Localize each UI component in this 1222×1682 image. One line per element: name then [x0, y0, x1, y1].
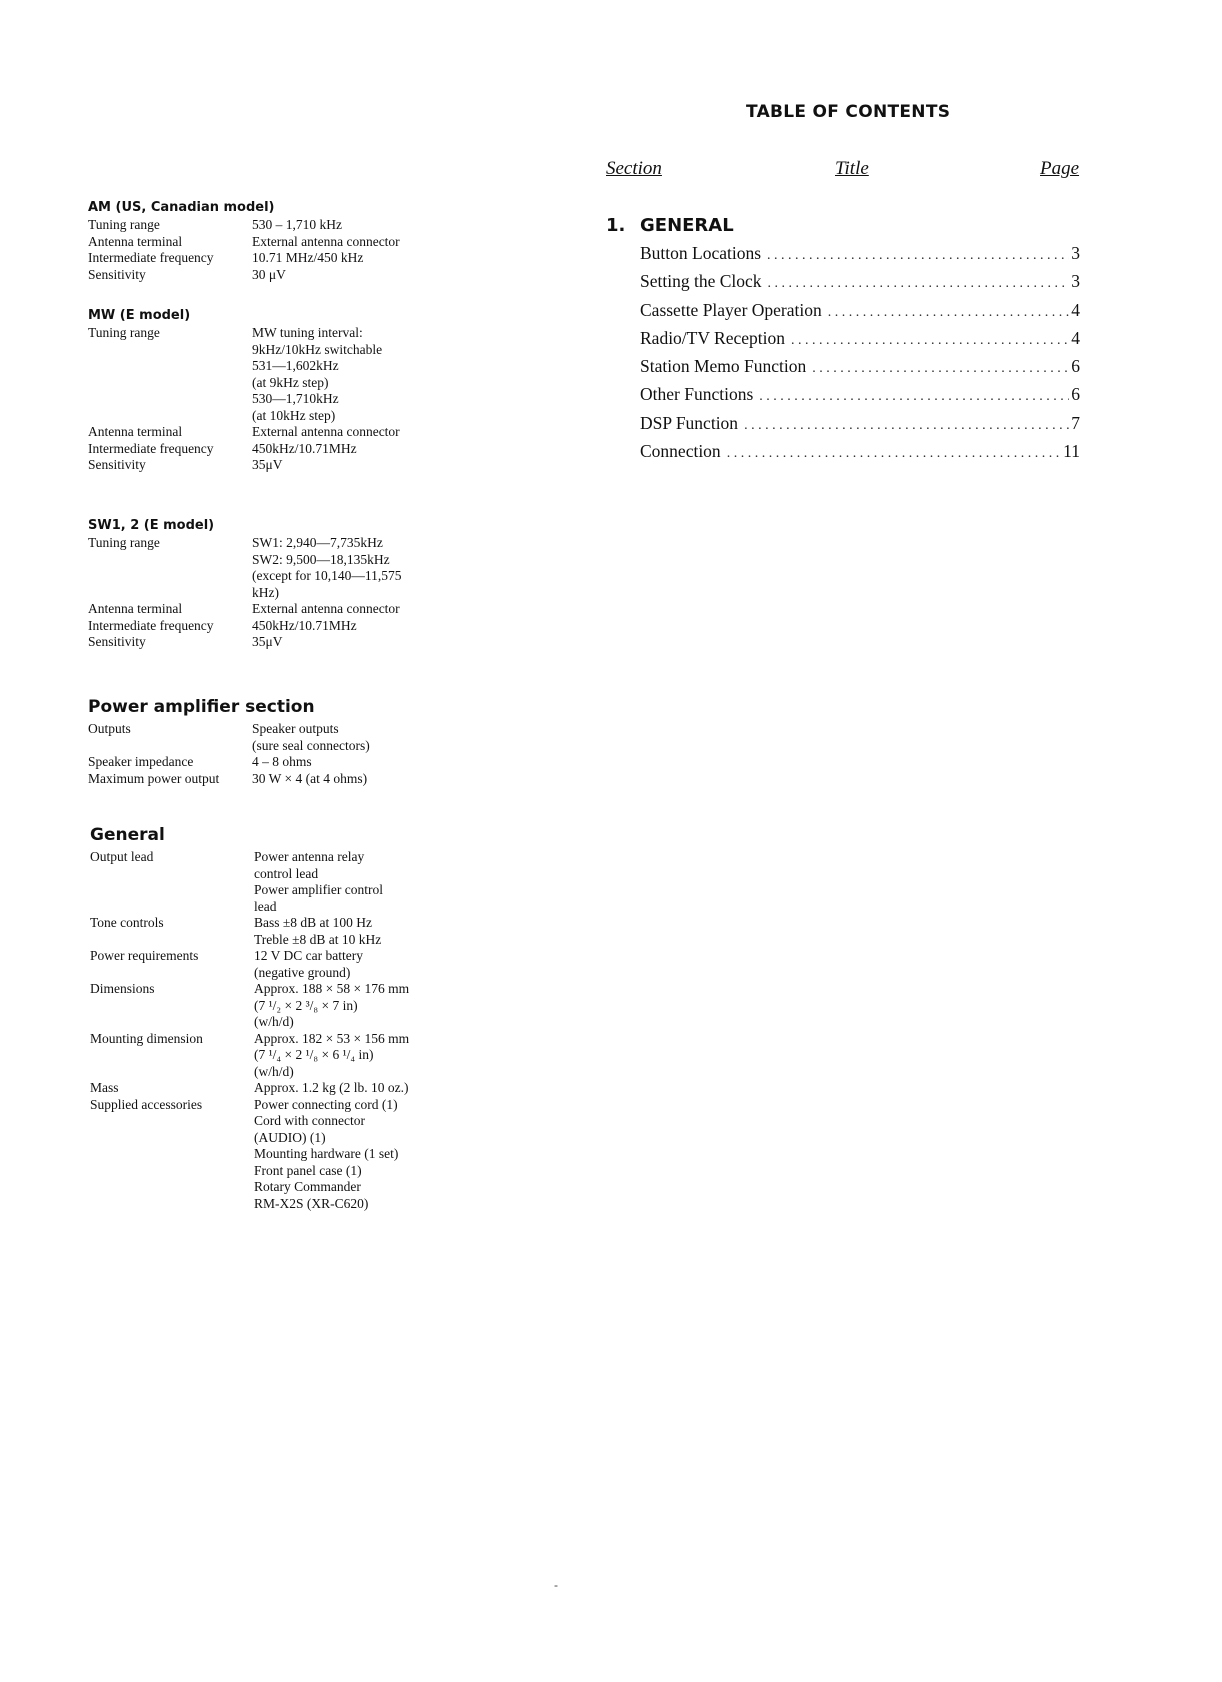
spec-value-line: kHz) [252, 584, 279, 600]
spec-value [252, 535, 401, 601]
spec-mw-heading: MW (E model) [88, 308, 191, 323]
toc-item[interactable] [640, 243, 1080, 271]
spec-value [254, 1031, 409, 1081]
spec-row [88, 721, 370, 754]
spec-value-line: Power amplifier control [254, 882, 383, 897]
spec-value-line: (at 9kHz step) [252, 374, 329, 390]
toc-section-heading [606, 215, 734, 236]
spec-row [90, 948, 409, 981]
spec-value-line: External antenna connector [252, 233, 400, 249]
toc-col-page: Page [1040, 158, 1080, 179]
spec-value-line: (AUDIO) (1) [254, 1129, 326, 1145]
spec-row [88, 424, 400, 441]
toc-title: TABLE OF CONTENTS [746, 102, 951, 122]
spec-label: Intermediate frequency [88, 440, 214, 456]
spec-label: Intermediate frequency [88, 250, 214, 265]
spec-am-heading: AM (US, Canadian model) [88, 200, 275, 215]
spec-value-line: 30 μV [252, 266, 286, 282]
spec-value-line: SW2: 9,500—18,135kHz [252, 551, 390, 567]
spec-value-line: MW tuning interval: [252, 325, 363, 340]
spec-label: Sensitivity [88, 457, 146, 472]
spec-value [252, 601, 401, 618]
spec-sw [88, 518, 401, 651]
spec-general-heading: General [90, 825, 165, 845]
spec-value [252, 754, 370, 771]
toc-item-page: 6 [1071, 356, 1080, 377]
spec-value-line: 9kHz/10kHz switchable [252, 341, 383, 357]
spec-mw [88, 308, 400, 474]
toc-leader-dots [791, 333, 1069, 349]
toc-item-title: Connection [640, 441, 721, 462]
spec-row [88, 601, 401, 618]
toc-item[interactable] [640, 441, 1080, 469]
spec-mw-rows [88, 325, 400, 474]
toc-item[interactable] [640, 384, 1080, 412]
spec-value [254, 915, 409, 948]
page-footer-mark: - [554, 1578, 558, 1592]
spec-value [252, 618, 401, 635]
spec-label: Maximum power output [88, 770, 220, 786]
spec-value [252, 325, 400, 424]
spec-value-line: 30 W × 4 (at 4 ohms) [252, 770, 368, 786]
spec-value-line: (w/h/d) [254, 1063, 294, 1079]
toc-leader-dots [727, 446, 1061, 462]
spec-value-line: 4 – 8 ohms [252, 754, 312, 769]
toc-leader-dots [812, 361, 1069, 377]
spec-row [90, 1031, 409, 1081]
spec-value-line: Approx. 182 × 53 × 156 mm [254, 1030, 410, 1046]
spec-value-line: Power antenna relay [254, 849, 365, 864]
spec-row [88, 441, 400, 458]
spec-value [254, 981, 409, 1031]
spec-value-line: Mounting hardware (1 set) [254, 1146, 399, 1161]
spec-label: Intermediate frequency [88, 617, 214, 633]
spec-row [88, 325, 400, 424]
toc-item[interactable] [640, 300, 1080, 328]
spec-label: Antenna terminal [88, 601, 183, 616]
spec-value-line: Treble ±8 dB at 10 kHz [254, 931, 382, 947]
toc-section-number: 1. [606, 215, 626, 236]
toc-col-title: Title [835, 158, 869, 179]
spec-general-rows [90, 849, 409, 1212]
spec-row [88, 217, 400, 234]
spec-value-line: 450kHz/10.71MHz [252, 440, 357, 456]
spec-row [90, 981, 409, 1031]
spec-value [252, 721, 370, 754]
spec-value-line: (except for 10,140—11,575 [252, 568, 402, 583]
spec-label: Antenna terminal [88, 424, 183, 439]
spec-value-line: 35μV [252, 634, 283, 649]
spec-value [252, 217, 400, 234]
spec-value-line: (at 10kHz step) [252, 407, 336, 423]
toc-item[interactable] [640, 271, 1080, 299]
spec-label: Tone controls [90, 915, 164, 930]
spec-power [88, 697, 370, 787]
spec-row [90, 849, 409, 915]
spec-value [252, 634, 401, 651]
spec-value [252, 267, 400, 284]
toc-item-page: 3 [1071, 271, 1080, 292]
spec-value-line: RM-X2S (XR-C620) [254, 1195, 369, 1211]
toc-section-name: GENERAL [640, 215, 734, 236]
spec-label: Dimensions [90, 981, 155, 996]
spec-row [88, 535, 401, 601]
spec-value-line: 450kHz/10.71MHz [252, 617, 357, 633]
spec-value-line: Speaker outputs [252, 721, 339, 736]
spec-value-line: Power connecting cord (1) [254, 1096, 398, 1112]
spec-value-line: External antenna connector [252, 601, 400, 616]
toc-item-title: Other Functions [640, 384, 754, 405]
spec-value-line: 12 V DC car battery [254, 948, 363, 963]
spec-value-line: Front panel case (1) [254, 1162, 362, 1178]
spec-row [88, 634, 401, 651]
spec-label: Tuning range [88, 325, 160, 340]
spec-label: Output lead [90, 849, 154, 864]
toc-item-page: 4 [1071, 299, 1080, 320]
spec-general [90, 825, 409, 1212]
spec-value-line: 35μV [252, 457, 283, 472]
spec-value-line: 531—1,602kHz [252, 358, 339, 373]
toc-leader-dots [744, 418, 1069, 434]
spec-value-line: (w/h/d) [254, 1014, 294, 1029]
spec-label: Tuning range [88, 535, 160, 550]
spec-value [252, 250, 400, 267]
spec-value-line: External antenna connector [252, 424, 400, 439]
toc-item-title: Button Locations [640, 243, 762, 263]
spec-value-line: Approx. 188 × 58 × 176 mm [254, 981, 410, 996]
spec-power-heading: Power amplifier section [88, 697, 315, 717]
spec-label: Mass [90, 1080, 119, 1095]
spec-value-line: (negative ground) [254, 964, 351, 980]
spec-value [252, 771, 370, 788]
spec-value-line: control lead [254, 865, 319, 881]
spec-row [88, 267, 400, 284]
toc-item-title: Cassette Player Operation [640, 299, 822, 320]
spec-value-line: (7 ¹/₂ × 2 ³/₈ × 7 in) [254, 997, 358, 1013]
spec-label: Tuning range [88, 217, 160, 232]
toc-col-section: Section [606, 158, 662, 179]
spec-label: Antenna terminal [88, 233, 183, 249]
toc-item-page: 7 [1071, 412, 1080, 433]
spec-label: Speaker impedance [88, 754, 194, 769]
spec-label: Supplied accessories [90, 1096, 203, 1112]
toc-leader-dots [768, 276, 1070, 292]
spec-value [254, 948, 409, 981]
toc-item-page: 4 [1071, 327, 1080, 348]
toc-item-title: DSP Function [640, 412, 739, 433]
toc-item-page: 11 [1063, 441, 1080, 462]
spec-row [88, 234, 400, 251]
spec-sw-heading: SW1, 2 (E model) [88, 518, 215, 533]
spec-value [254, 849, 409, 915]
toc-list [640, 243, 1080, 469]
spec-value-line: 530 – 1,710 kHz [252, 217, 342, 232]
spec-value-line: SW1: 2,940—7,735kHz [252, 535, 383, 550]
spec-label: Outputs [88, 721, 131, 736]
spec-label: Sensitivity [88, 266, 146, 282]
spec-value-line: Cord with connector [254, 1113, 365, 1128]
spec-row [88, 457, 400, 474]
spec-value-line: 530—1,710kHz [252, 391, 339, 406]
toc-leader-dots [828, 305, 1069, 321]
spec-am-rows [88, 217, 400, 283]
toc-item-page: 3 [1071, 243, 1080, 263]
spec-row [88, 771, 370, 788]
spec-row [88, 250, 400, 267]
spec-row [88, 618, 401, 635]
toc-item-title: Setting the Clock [640, 271, 762, 292]
spec-value-line: 10.71 MHz/450 kHz [252, 250, 364, 265]
spec-value [252, 441, 400, 458]
spec-label: Power requirements [90, 948, 199, 963]
toc-item[interactable] [640, 356, 1080, 384]
spec-value-line: (sure seal connectors) [252, 737, 370, 753]
spec-label: Sensitivity [88, 634, 146, 649]
spec-value-line: Rotary Commander [254, 1179, 361, 1194]
toc-item-page: 6 [1071, 384, 1080, 405]
spec-row [88, 754, 370, 771]
spec-row [90, 915, 409, 948]
toc-item-title: Station Memo Function [640, 356, 807, 377]
spec-row [90, 1080, 409, 1097]
spec-power-rows [88, 721, 370, 787]
spec-value [252, 234, 400, 251]
spec-sw-rows [88, 535, 401, 651]
spec-value [254, 1080, 409, 1097]
toc-item[interactable] [640, 413, 1080, 441]
spec-row [90, 1097, 409, 1213]
spec-value-line: Bass ±8 dB at 100 Hz [254, 915, 373, 930]
toc-leader-dots [767, 248, 1069, 264]
spec-value [252, 424, 400, 441]
toc-item[interactable] [640, 328, 1080, 356]
spec-am [88, 200, 400, 283]
spec-value [252, 457, 400, 474]
spec-value-line: Approx. 1.2 kg (2 lb. 10 oz.) [254, 1080, 409, 1095]
spec-value-line: (7 ¹/₄ × 2 ¹/₈ × 6 ¹/₄ in) [254, 1047, 374, 1062]
spec-value-line: lead [254, 898, 277, 914]
toc-leader-dots [759, 389, 1069, 405]
toc-item-title: Radio/TV Reception [640, 327, 785, 348]
spec-value [254, 1097, 409, 1213]
spec-label: Mounting dimension [90, 1030, 203, 1046]
